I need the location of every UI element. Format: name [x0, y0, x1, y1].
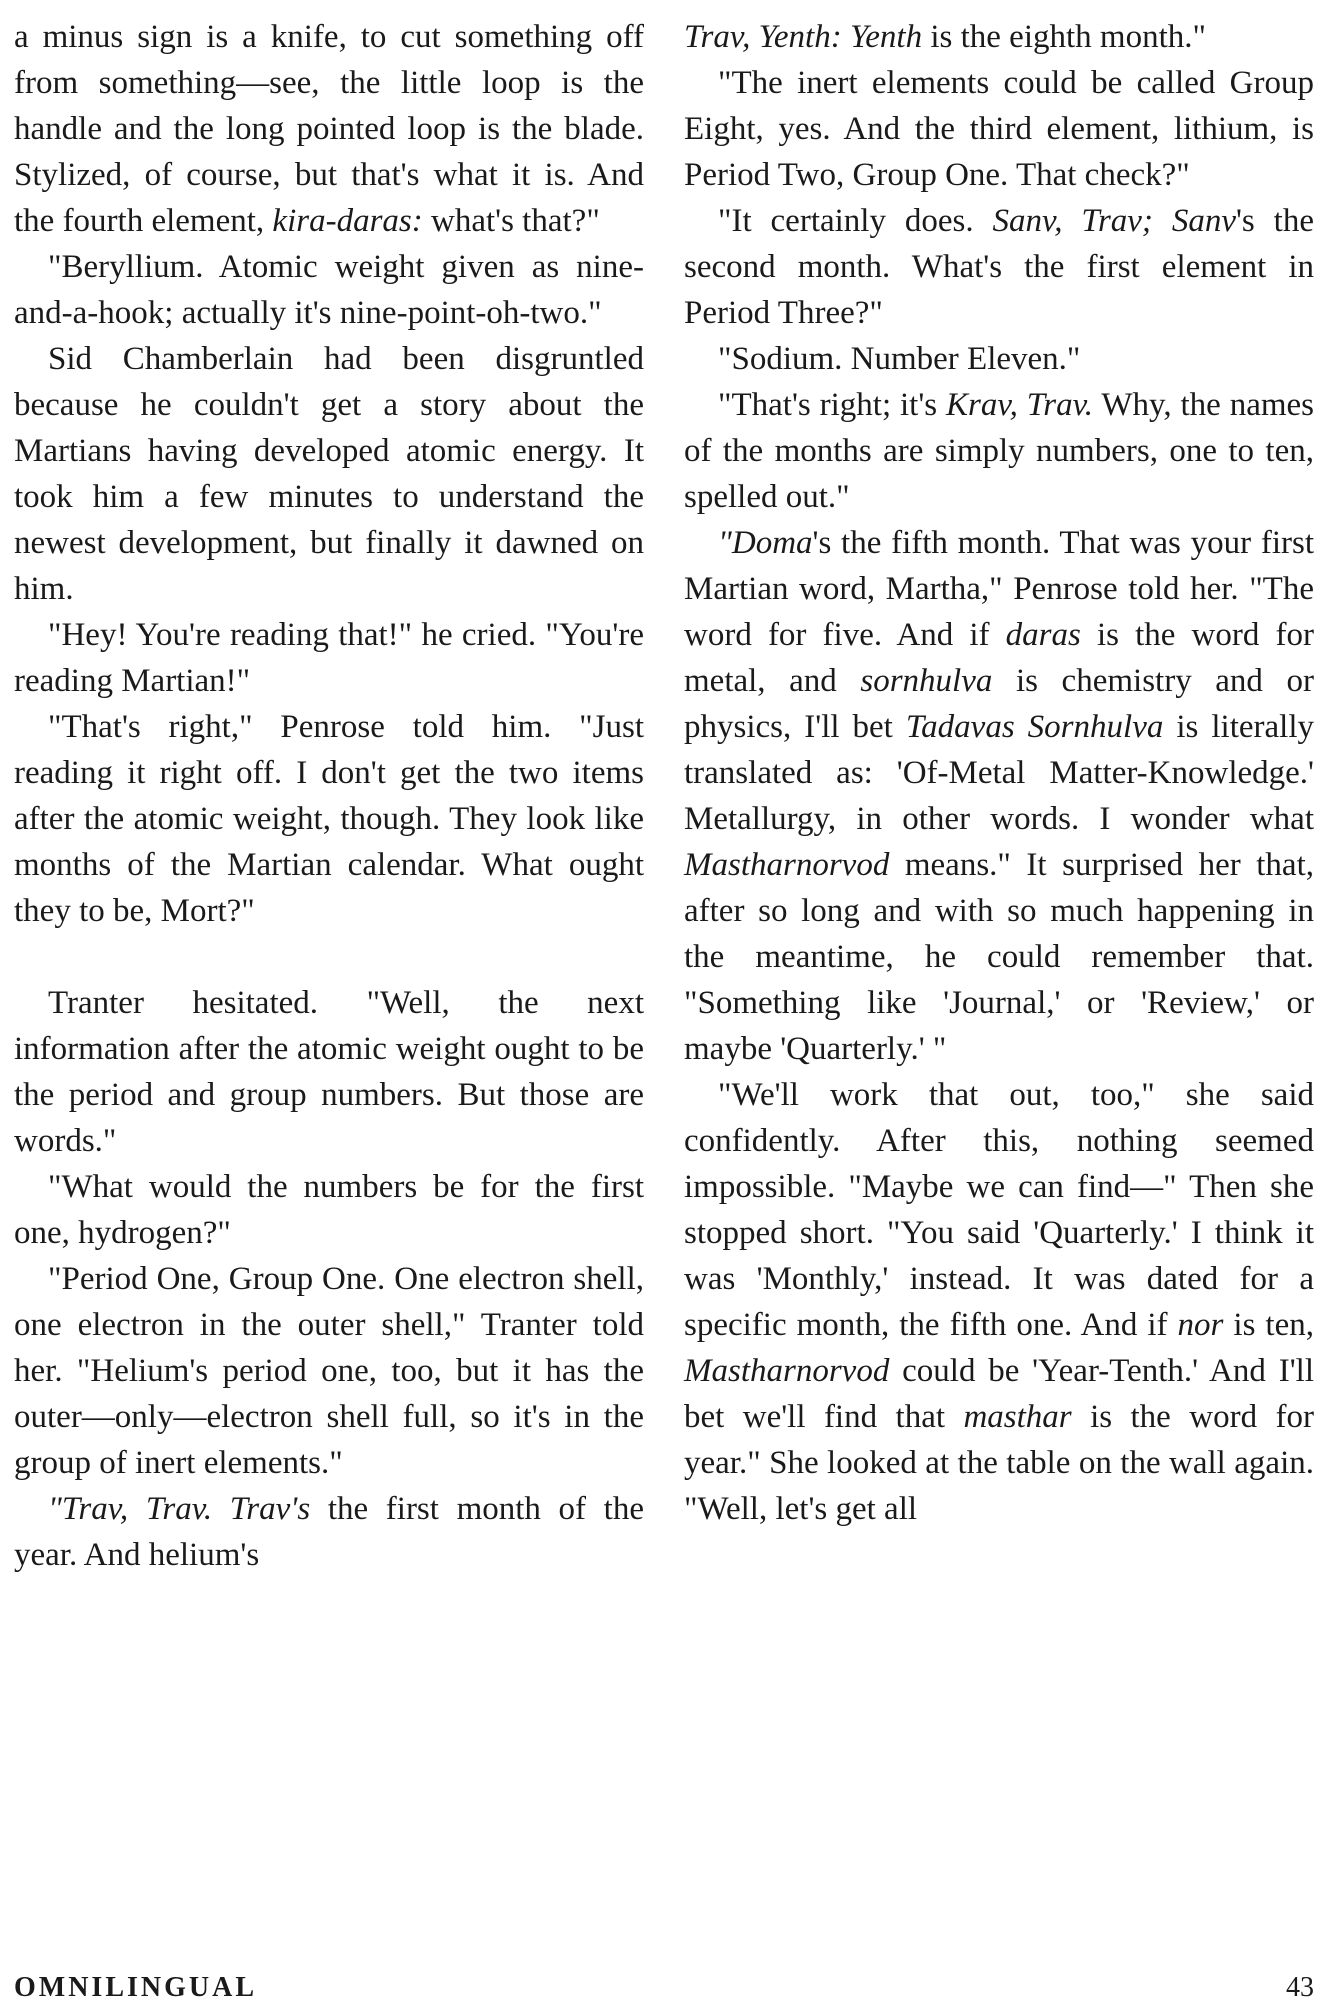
right-column [684, 14, 1314, 1532]
italic-text: Tadavas Sornhulva [905, 709, 1164, 745]
running-head: OMNILINGUAL [14, 1972, 258, 2003]
text-run: 's the second month. What's the first element in Period Three?" [684, 203, 1314, 331]
left-column [14, 14, 644, 1578]
text-run: is ten, [1223, 1307, 1314, 1343]
paragraph [14, 1486, 644, 1578]
text-run: "That's right; it's [718, 387, 947, 423]
text-run: is the word for year." She looked at the table on the wall again. "Well, let's get all [684, 1399, 1314, 1527]
paragraph [684, 14, 1314, 60]
italic-text: kira-daras: [272, 203, 423, 239]
italic-text: Mastharnorvod [684, 847, 890, 883]
text-run: "We'll work that out, too," she said confidently. After this, nothing seemed impossible. "Maybe we can find—" Then she stopped short. "You said 'Quarterly.' I think it was 'Monthly,' instead. It was dated for a specific month, the fifth one. And if [684, 1077, 1314, 1343]
paragraph: Sid Chamberlain had been disgruntled because he couldn't get a story about the Martians having developed atomic energy. It took him a few minutes to understand the newest development, but finally it dawned on him. [14, 341, 644, 607]
text-run: Why, the names of the months are simply numbers, one to ten, spelled out." [684, 387, 1314, 515]
italic-text: Trav, Yenth: Yenth [684, 19, 923, 55]
paragraph [684, 198, 1314, 336]
text-run: a minus sign is a knife, to cut something off from something—see, the little loop is the handle and the long pointed loop is the blade. Stylized, of course, but that's what it is. And the fourth element, [14, 19, 644, 239]
italic-text: Sanv, Trav; Sanv [992, 203, 1236, 239]
text-run: is literally translated as: 'Of-Metal Matter-Knowledge.' Metallurgy, in other words. I wonder what [684, 709, 1314, 837]
italic-text: masthar [963, 1399, 1072, 1435]
text-run: "It certainly does. [718, 203, 993, 239]
paragraph [684, 382, 1314, 520]
paragraph: "Hey! You're reading that!" he cried. "You're reading Martian!" [14, 617, 644, 699]
text-run: means." It surprised her that, after so long and with so much happening in the meantime, he could remember that. "Something like 'Journal,' or 'Review,' or maybe 'Quarterly.' " [684, 847, 1314, 1067]
paragraph: "Sodium. Number Eleven." [718, 341, 1081, 377]
text-run: could be 'Year-Tenth.' And I'll bet we'll find that [684, 1353, 1314, 1435]
italic-text: Mastharnorvod [684, 1353, 890, 1389]
text-run: 's the fifth month. That was your first Martian word, Martha," Penrose told her. "The word for five. And if [684, 525, 1314, 653]
text-run: is the word for metal, and [684, 617, 1314, 699]
paragraph: "That's right," Penrose told him. "Just reading it right off. I don't get the two items after the atomic weight, though. They look like months of the Martian calendar. What ought they to be, Mort?" [14, 709, 644, 929]
text-run: is the eighth month." [922, 19, 1206, 55]
italic-text: daras [1005, 617, 1081, 653]
page-footer [14, 1968, 1314, 2008]
paragraph [14, 14, 644, 244]
paragraph: "What would the numbers be for the first one, hydrogen?" [14, 1169, 644, 1251]
text-run: what's that?" [422, 203, 600, 239]
text-run: is chemistry and or physics, I'll bet [684, 663, 1314, 745]
italic-text: "Trav, Trav. Trav's [48, 1491, 311, 1527]
paragraph: "Beryllium. Atomic weight given as nine-and-a-hook; actually it's nine-point-oh-two." [14, 249, 644, 331]
paragraph [684, 1072, 1314, 1532]
text-run: the first month of the year. And helium's [14, 1491, 644, 1573]
italic-text: nor [1177, 1307, 1224, 1343]
paragraph: Tranter hesitated. "Well, the next information after the atomic weight ought to be the period and group numbers. But those are words." [14, 985, 644, 1159]
paragraph [684, 520, 1314, 1072]
page-number: 43 [1286, 1972, 1314, 2003]
italic-text: "Doma [718, 525, 813, 561]
paragraph: "Period One, Group One. One electron shell, one electron in the outer shell," Tranter told her. "Helium's period one, too, but it has the outer—only—electron shell full, so it's in the group of inert elements." [14, 1261, 644, 1481]
italic-text: sornhulva [860, 663, 993, 699]
italic-text: Krav, Trav. [946, 387, 1094, 423]
paragraph: "The inert elements could be called Group Eight, yes. And the third element, lithium, is Period Two, Group One. That check?" [684, 65, 1314, 193]
